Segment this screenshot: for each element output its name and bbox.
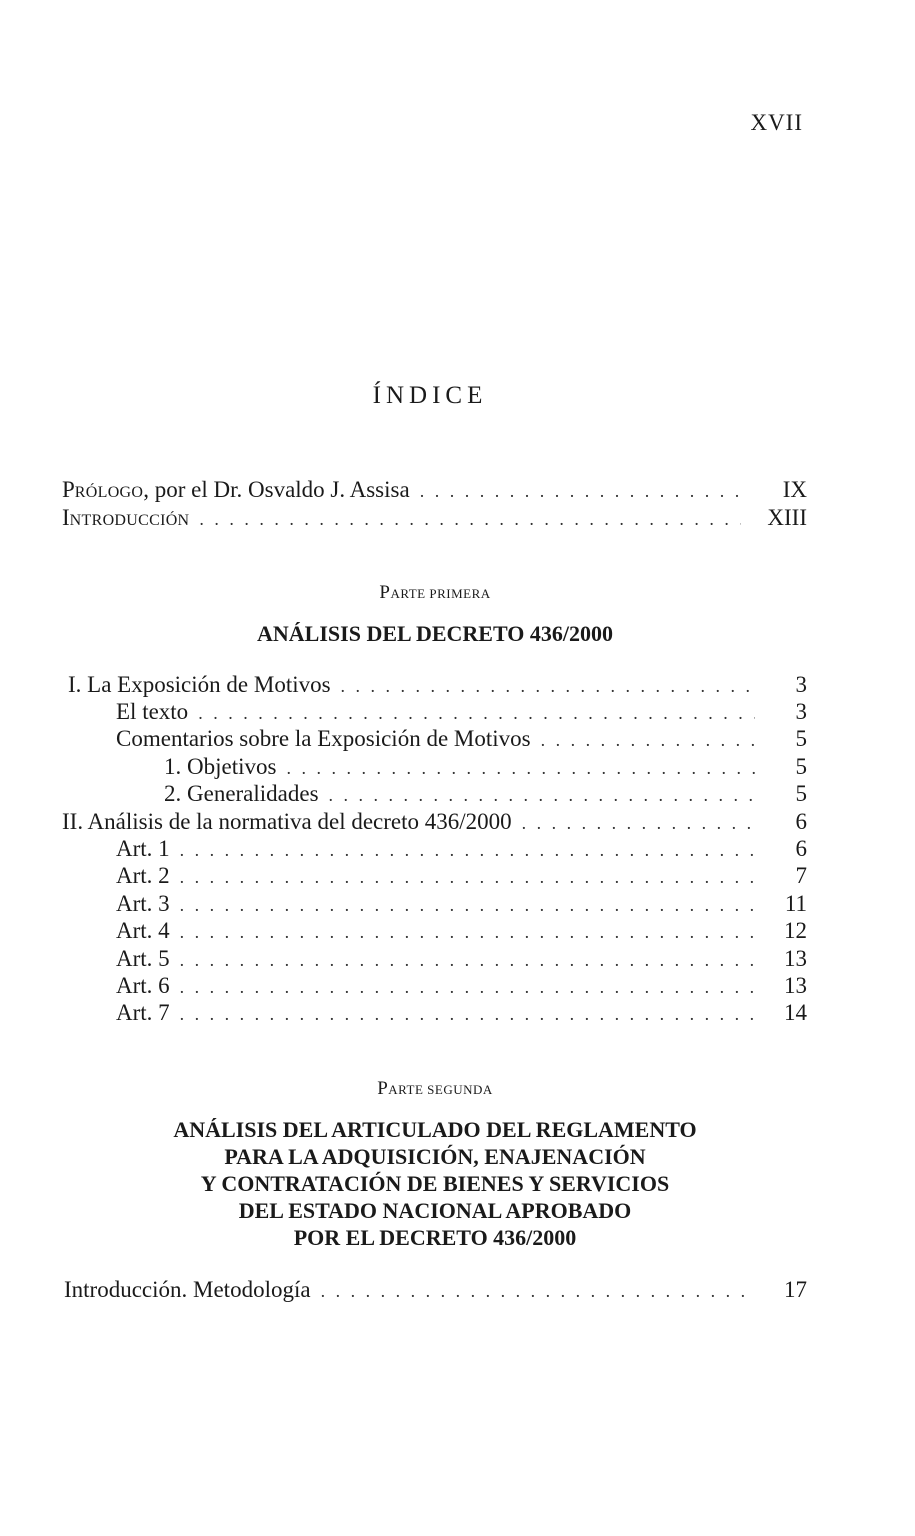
toc-entry[interactable]: Art. 4 . . . 12 xyxy=(116,917,807,946)
page-number: XVII xyxy=(750,110,803,135)
toc-entry[interactable]: Art. 1 . . . 6 xyxy=(116,835,807,864)
part-two-title-line: DEL ESTADO NACIONAL APROBADO xyxy=(238,1198,632,1223)
toc-entry[interactable]: Art. 6 . . . 13 xyxy=(116,972,807,1001)
toc-entry[interactable]: I. La Exposición de Motivos . . . 3 xyxy=(68,671,807,700)
toc-entry-label: PRÓLOGO, por el Dr. Osvaldo J. Assisa xyxy=(62,477,410,502)
toc-entry[interactable]: Art. 2 . . . 7 xyxy=(116,862,807,891)
toc-entry-introduction[interactable] xyxy=(62,504,807,534)
part-two-title xyxy=(0,1116,870,1251)
part-two-title-line: POR EL DECRETO 436/2000 xyxy=(293,1225,577,1250)
toc-entry-label: INTRODUCCIÓN xyxy=(62,505,190,530)
part-one-label: PARTE PRIMERA xyxy=(379,582,491,603)
toc-entry[interactable]: Art. 5 . . . 13 xyxy=(116,945,807,974)
toc-entry[interactable]: Comentarios sobre la Exposición de Motivos . . . 5 xyxy=(116,725,807,754)
toc-entry[interactable]: Introducción. Metodología . . . 17 xyxy=(64,1276,807,1305)
toc-entry[interactable]: II. Análisis de la normativa del decreto 436/2000 . . . 6 xyxy=(62,808,807,837)
dot-leader xyxy=(522,810,755,837)
dot-leader xyxy=(180,892,755,919)
part-two-title-line: Y CONTRATACIÓN DE BIENES Y SERVICIOS xyxy=(200,1171,670,1196)
dot-leader xyxy=(180,864,755,891)
part-two-label: PARTE SEGUNDA xyxy=(377,1078,493,1099)
dot-leader xyxy=(420,478,741,505)
dot-leader xyxy=(198,700,755,727)
dot-leader xyxy=(180,1001,755,1028)
part-two-title-line: ANÁLISIS DEL ARTICULADO DEL REGLAMENTO xyxy=(173,1117,697,1142)
dot-leader xyxy=(180,947,755,974)
dot-leader xyxy=(199,506,741,533)
toc-entry[interactable]: Art. 7 . . . 14 xyxy=(116,999,807,1028)
toc-entry[interactable]: Art. 3 . . . 11 xyxy=(116,890,807,919)
dot-leader xyxy=(321,1278,755,1305)
dot-leader xyxy=(286,755,755,782)
index-title: ÍNDICE xyxy=(372,382,488,409)
toc-entry[interactable]: El texto . . . 3 xyxy=(116,698,807,727)
toc-entry[interactable]: 1. Objetivos . . . 5 xyxy=(164,753,807,782)
part-two-title-line: PARA LA ADQUISICIÓN, ENAJENACIÓN xyxy=(224,1144,646,1169)
toc-entry-page: XIII xyxy=(767,505,807,530)
dot-leader xyxy=(180,837,755,864)
toc-entry[interactable]: 2. Generalidades . . . 5 xyxy=(164,780,807,809)
dot-leader xyxy=(329,782,755,809)
dot-leader xyxy=(180,919,755,946)
dot-leader xyxy=(180,974,755,1001)
dot-leader xyxy=(541,727,755,754)
dot-leader xyxy=(341,673,755,700)
toc-entry-page: IX xyxy=(782,477,807,502)
part-one-title: ANÁLISIS DEL DECRETO 436/2000 xyxy=(257,621,613,646)
toc-entry-prologue[interactable] xyxy=(62,476,807,506)
